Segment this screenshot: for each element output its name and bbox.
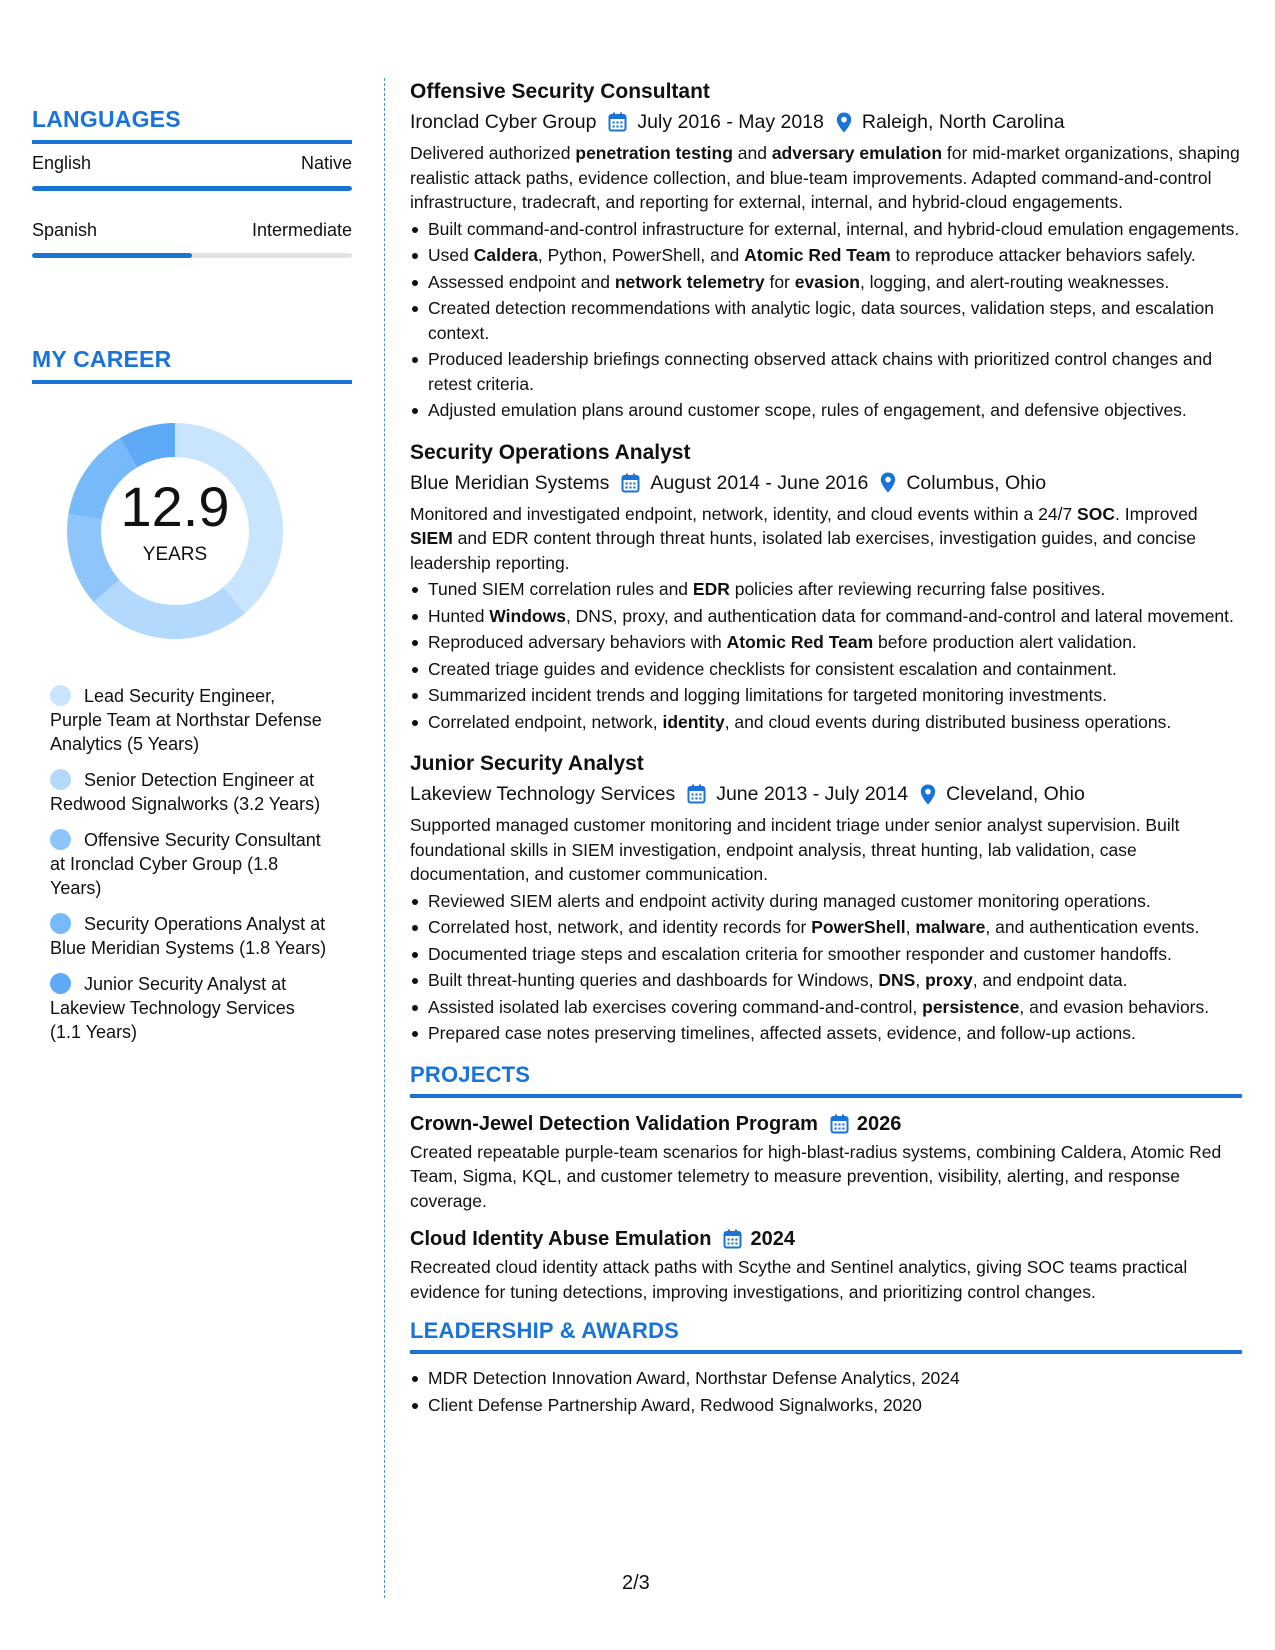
column-divider	[384, 78, 385, 1598]
bullet-item: Used Caldera, Python, PowerShell, and Atomic Red Team to reproduce attacker behaviors safely.	[410, 243, 1242, 268]
bullet-item: Prepared case notes preserving timelines, affected assets, evidence, and follow-up actions.	[410, 1021, 1242, 1046]
projects-list	[410, 1110, 1242, 1305]
project-entry	[410, 1225, 1242, 1304]
proficiency-bar	[32, 186, 352, 191]
job-location: Cleveland, Ohio	[946, 783, 1085, 805]
job-bullets	[410, 217, 1242, 423]
job-title: Junior Security Analyst	[410, 752, 644, 775]
career-legend-item	[50, 912, 330, 960]
projects-title: PROJECTS	[410, 1061, 531, 1087]
career-role-label: Offensive Security Consultant at Ironclad Cyber Group (1.8 Years)	[50, 830, 321, 898]
projects-section	[410, 1062, 1242, 1305]
career-title: MY CAREER	[32, 346, 172, 372]
career-role-label: Junior Security Analyst at Lakeview Technology Services (1.1 Years)	[50, 974, 295, 1042]
career-legend	[50, 684, 330, 1056]
section-rule	[32, 140, 352, 144]
job-dates: June 2013 - July 2014	[716, 783, 909, 805]
job-dates: August 2014 - June 2016	[650, 471, 869, 494]
job-meta	[410, 468, 1242, 498]
awards-list	[410, 1366, 1242, 1417]
language-name: English	[32, 153, 92, 173]
project-year: 2024	[750, 1228, 795, 1250]
career-donut-chart	[64, 420, 286, 642]
section-rule	[410, 1350, 1242, 1354]
languages-section-header	[32, 106, 352, 144]
bullet-item: Created triage guides and evidence checklists for consistent escalation and containment.	[410, 657, 1242, 682]
bullet-item: Built threat-hunting queries and dashboards for Windows, DNS, proxy, and endpoint data.	[410, 968, 1242, 993]
job-title: Security Operations Analyst	[410, 440, 691, 464]
job-summary: Monitored and investigated endpoint, network, identity, and cloud events within a 24/7 SOC. Improved SIEM and EDR content through threat hunts, isolated lab exercises, investigation guides, and concise leadership reporting.	[410, 503, 1198, 573]
project-header	[410, 1110, 1242, 1138]
project-name: Cloud Identity Abuse Emulation	[410, 1228, 712, 1250]
job-entry	[410, 439, 1242, 735]
job-entry	[410, 78, 1242, 423]
job-summary: Supported managed customer monitoring and incident triage under senior analyst supervision. Built foundational skills in SIEM investigation, endpoint analysis, threat hunting, lab validation, case documentation, and customer communication.	[410, 815, 1180, 884]
language-level: Native	[300, 153, 352, 173]
career-role-label: Senior Detection Engineer at Redwood Signalworks (3.2 Years)	[50, 770, 321, 814]
language-english	[32, 153, 352, 191]
project-description: Recreated cloud identity attack paths with Scythe and Sentinel analytics, giving SOC teams practical evidence for tuning detections, improving investigations, and prioritizing control changes.	[410, 1257, 1188, 1302]
page-number: 2/3	[622, 1572, 650, 1594]
project-description: Created repeatable purple-team scenarios for high-blast-radius systems, combining Caldera, Atomic Red Team, Sigma, KQL, and customer telemetry to measure prevention, visibility, alerting, and response coverage.	[410, 1141, 1222, 1211]
bullet-item: Produced leadership briefings connecting observed attack chains with prioritized control changes and retest criteria.	[410, 347, 1242, 396]
calendar-icon	[687, 784, 706, 804]
company-name: Lakeview Technology Services	[410, 783, 676, 805]
main-content	[410, 78, 1242, 1419]
calendar-icon	[830, 1114, 849, 1134]
bullet-item: Assessed endpoint and network telemetry for evasion, logging, and alert-routing weaknesses.	[410, 270, 1242, 295]
job-bullets	[410, 889, 1242, 1046]
calendar-icon	[608, 112, 627, 132]
legend-dot	[50, 685, 71, 706]
job-bullets	[410, 577, 1242, 734]
career-total-years: 12.9	[120, 475, 230, 538]
language-name: Spanish	[32, 220, 98, 240]
legend-dot	[50, 973, 71, 994]
bullet-item: Hunted Windows, DNS, proxy, and authentication data for command-and-control and lateral movement.	[410, 604, 1242, 629]
location-pin-icon	[836, 112, 852, 133]
bullet-item: Reproduced adversary behaviors with Atomic Red Team before production alert validation.	[410, 630, 1242, 655]
career-legend-item	[50, 828, 330, 900]
bullet-item: Adjusted emulation plans around customer scope, rules of engagement, and defensive objectives.	[410, 398, 1242, 423]
legend-dot	[50, 829, 71, 850]
job-location: Raleigh, North Carolina	[861, 111, 1065, 133]
section-rule	[32, 380, 352, 384]
bullet-item: Reviewed SIEM alerts and endpoint activity during managed customer monitoring operations.	[410, 889, 1242, 914]
project-header	[410, 1225, 1242, 1253]
company-name: Ironclad Cyber Group	[410, 111, 597, 133]
job-meta	[410, 107, 1242, 137]
proficiency-bar	[32, 253, 352, 258]
job-entry	[410, 750, 1242, 1046]
job-meta	[410, 779, 1242, 809]
project-entry	[410, 1110, 1242, 1214]
bullet-item: Correlated host, network, and identity records for PowerShell, malware, and authentication events.	[410, 915, 1242, 940]
awards-section	[410, 1318, 1242, 1417]
donut-segment	[94, 580, 245, 639]
legend-dot	[50, 913, 71, 934]
location-pin-icon	[880, 472, 896, 493]
award-item: MDR Detection Innovation Award, Northstar Defense Analytics, 2024	[410, 1366, 1242, 1391]
legend-dot	[50, 769, 71, 790]
bullet-item: Correlated endpoint, network, identity, and cloud events during distributed business operations.	[410, 710, 1242, 735]
career-role-label: Lead Security Engineer, Purple Team at Northstar Defense Analytics (5 Years)	[50, 686, 322, 754]
section-rule	[410, 1094, 1242, 1098]
experience-list	[410, 78, 1242, 1046]
bullet-item: Created detection recommendations with analytic logic, data sources, validation steps, and escalation context.	[410, 296, 1242, 345]
bullet-item: Assisted isolated lab exercises covering command-and-control, persistence, and evasion behaviors.	[410, 995, 1242, 1020]
location-pin-icon	[920, 784, 936, 805]
award-item: Client Defense Partnership Award, Redwood Signalworks, 2020	[410, 1393, 1242, 1418]
career-unit-label: YEARS	[142, 544, 208, 565]
career-role-label: Security Operations Analyst at Blue Meridian Systems (1.8 Years)	[50, 914, 327, 958]
career-legend-item	[50, 972, 330, 1044]
proficiency-fill	[32, 253, 192, 258]
project-name: Crown-Jewel Detection Validation Program	[410, 1112, 818, 1135]
job-location: Columbus, Ohio	[906, 471, 1047, 494]
project-year: 2026	[856, 1112, 902, 1135]
company-name: Blue Meridian Systems	[410, 471, 610, 494]
bullet-item: Summarized incident trends and logging limitations for targeted monitoring investments.	[410, 683, 1242, 708]
language-level: Intermediate	[251, 220, 352, 240]
bullet-item: Documented triage steps and escalation criteria for smoother responder and customer handoffs.	[410, 942, 1242, 967]
job-title: Offensive Security Consultant	[410, 80, 710, 103]
proficiency-fill	[32, 186, 352, 191]
calendar-icon	[621, 473, 640, 493]
job-dates: July 2016 - May 2018	[637, 111, 824, 133]
bullet-item: Tuned SIEM correlation rules and EDR policies after reviewing recurring false positives.	[410, 577, 1242, 602]
career-legend-item	[50, 684, 330, 756]
awards-title: LEADERSHIP & AWARDS	[410, 1318, 680, 1343]
career-legend-item	[50, 768, 330, 816]
language-spanish	[32, 220, 352, 258]
career-section-header	[32, 346, 352, 384]
job-summary: Delivered authorized penetration testing and adversary emulation for mid-market organizations, shaping realistic attack paths, evidence collection, and blue-team improvements. Adapted command-and-control infrastructure, tradecraft, and reporting for external, internal, and hybrid-cloud engagements.	[410, 143, 1240, 212]
languages-title: LANGUAGES	[32, 106, 181, 132]
calendar-icon	[723, 1229, 742, 1249]
bullet-item: Built command-and-control infrastructure for external, internal, and hybrid-cloud emulation engagements.	[410, 217, 1242, 242]
